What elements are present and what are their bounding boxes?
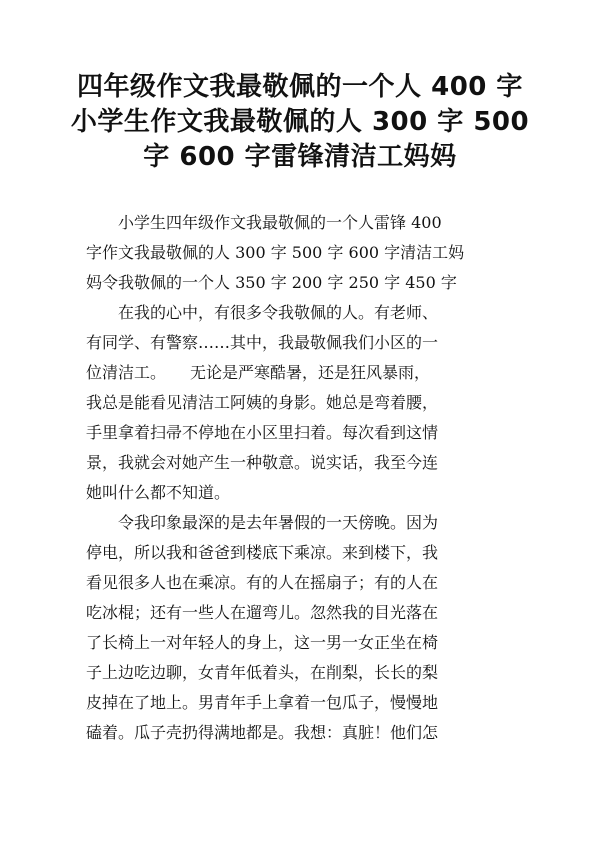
text-line: 看见很多人也在乘凉。有的人在摇扇子；有的人在 [86,573,439,592]
text-line: 在我的心中，有很多令我敬佩的人。有老师、 [118,303,439,322]
paragraph-memory [86,508,518,748]
text-line: 位清洁工。 无论是严寒酷暑，还是狂风暴雨， [86,363,431,382]
text-line: 子上边吃边聊，女青年低着头，在削梨，长长的梨 [86,663,439,682]
title-line: 字 600 字雷锋清洁工妈妈 [143,142,457,172]
text-line: 有同学、有警察……其中，我最敬佩我们小区的一 [86,333,439,352]
text-line: 妈令我敬佩的一个人 350 字 200 字 250 字 450 字 [86,273,457,292]
text-line: 停电，所以我和爸爸到楼底下乘凉。来到楼下，我 [86,543,439,562]
title-line: 小学生作文我最敬佩的人 300 字 500 [70,107,530,137]
paragraph-intro [86,208,518,298]
text-line: 皮掉在了地上。男青年手上拿着一包瓜子，慢慢地 [86,693,439,712]
text-line: 小学生四年级作文我最敬佩的一个人雷锋 400 [118,213,442,232]
text-line: 她叫什么都不知道。 [86,483,231,502]
text-line: 令我印象最深的是去年暑假的一天傍晚。因为 [118,513,439,532]
document-title [60,70,540,175]
title-line: 四年级作文我最敬佩的一个人 400 字 [77,72,523,102]
text-line: 景，我就会对她产生一种敬意。说实话，我至今连 [86,453,439,472]
paragraph-cleaner [86,298,518,508]
text-line: 吃冰棍；还有一些人在遛弯儿。忽然我的目光落在 [86,603,439,622]
text-line: 了长椅上一对年轻人的身上，这一男一女正坐在椅 [86,633,439,652]
text-line: 字作文我最敬佩的人 300 字 500 字 600 字清洁工妈 [86,243,465,262]
text-line: 我总是能看见清洁工阿姨的身影。她总是弯着腰， [86,393,439,412]
document-body [86,208,518,748]
text-line: 磕着。瓜子壳扔得满地都是。我想：真脏！他们怎 [86,723,439,742]
text-line: 手里拿着扫帚不停地在小区里扫着。每次看到这情 [86,423,439,442]
